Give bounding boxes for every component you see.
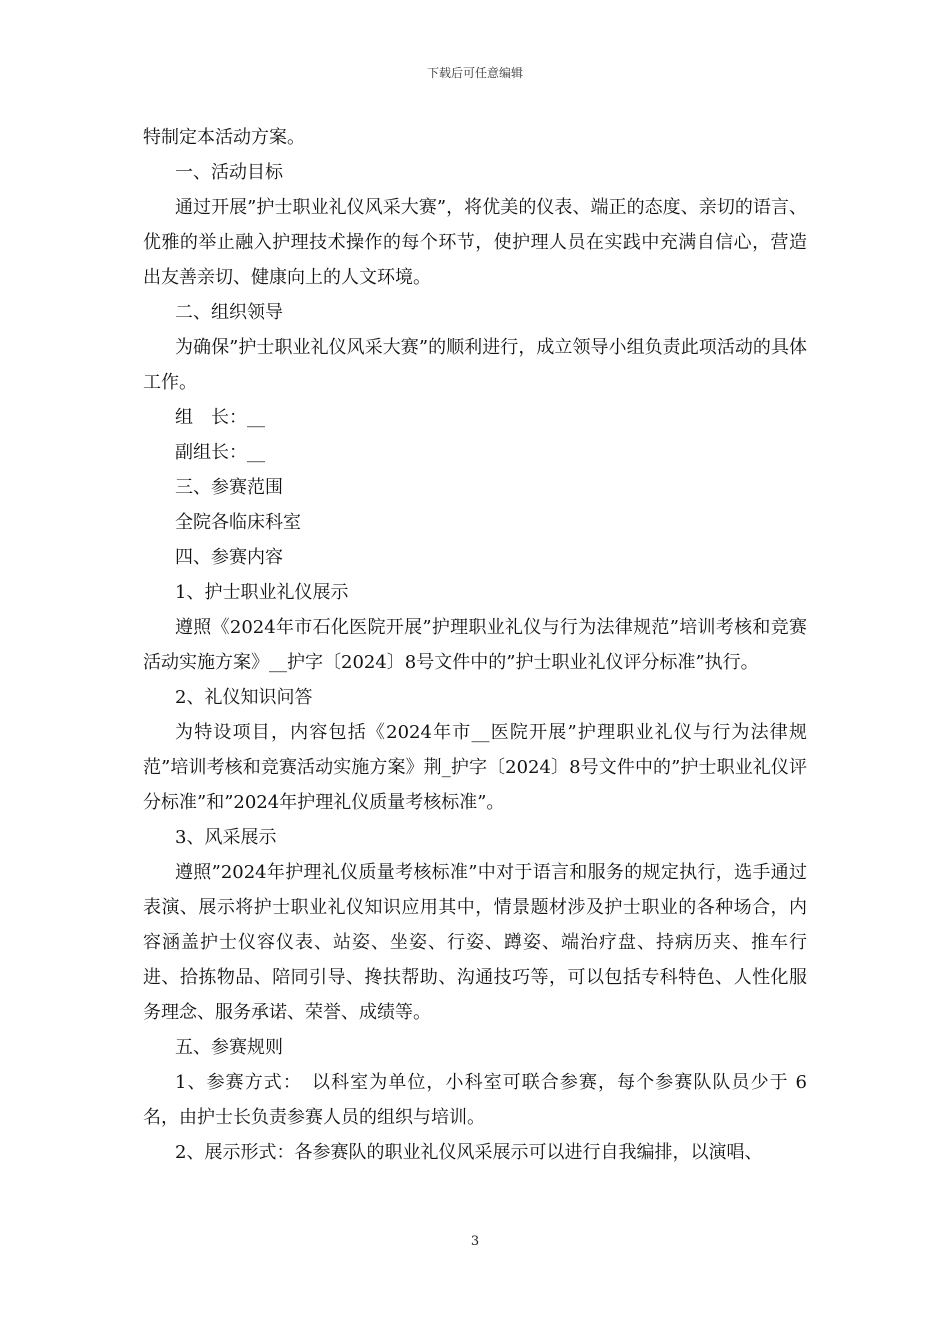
paragraph: 1、参赛方式： 以科室为单位，小科室可联合参赛，每个参赛队队员少于 6 名，由护士长负责参赛人员的组织与培训。 (143, 1072, 807, 1128)
paragraph: 一、活动目标 (175, 162, 283, 183)
paragraph: 遵照《2024年市石化医院开展”护理职业礼仪与行为法律规范”培训考核和竞赛活动实施方案》__护字〔2024〕8号文件中的”护士职业礼仪评分标准”执行。 (143, 617, 807, 673)
paragraph: 为特设项目，内容包括《2024年市__医院开展”护理职业礼仪与行为法律规范”培训考核和竞赛活动实施方案》荆_护字〔2024〕8号文件中的”护士职业礼仪评分标准”和”2024年护理礼仪质量考核标准”。 (143, 722, 807, 813)
paragraph: 3、风采展示 (175, 827, 277, 848)
paragraph: 为确保”护士职业礼仪风采大赛”的顺利进行，成立领导小组负责此项活动的具体工作。 (143, 337, 807, 393)
paragraph: 2、展示形式：各参赛队的职业礼仪风采展示可以进行自我编排，以演唱、 (175, 1142, 763, 1163)
paragraph: 五、参赛规则 (175, 1037, 283, 1058)
paragraph: 通过开展”护士职业礼仪风采大赛”，将优美的仪表、端正的态度、亲切的语言、优雅的举止融入护理技术操作的每个环节，使护理人员在实践中充满自信心，营造出友善亲切、健康向上的人文环境。 (143, 197, 807, 288)
document-body (143, 120, 807, 1170)
paragraph: 遵照”2024年护理礼仪质量考核标准”中对于语言和服务的规定执行，选手通过表演、展示将护士职业礼仪知识应用其中，情景题材涉及护士职业的各种场合，内容涵盖护士仪容仪表、站姿、坐姿、行姿、蹲姿、端治疗盘、持病历夹、推车行进、拾拣物品、陪同引导、搀扶帮助、沟通技巧等，可以包括专科特色、人性化服务理念、服务承诺、荣誉、成绩等。 (143, 862, 807, 1023)
page-number: 3 (470, 1234, 480, 1249)
paragraph: 二、组织领导 (175, 302, 283, 323)
paragraph: 组 长：__ (175, 407, 265, 428)
paragraph: 特制定本活动方案。 (143, 127, 305, 148)
paragraph: 副组长：__ (175, 442, 265, 463)
page-header: 下载后可任意编辑 (426, 66, 523, 80)
paragraph: 1、护士职业礼仪展示 (175, 582, 349, 603)
paragraph: 2、礼仪知识问答 (175, 687, 313, 708)
paragraph: 四、参赛内容 (175, 547, 283, 568)
paragraph: 全院各临床科室 (175, 512, 301, 533)
paragraph: 三、参赛范围 (175, 477, 283, 498)
